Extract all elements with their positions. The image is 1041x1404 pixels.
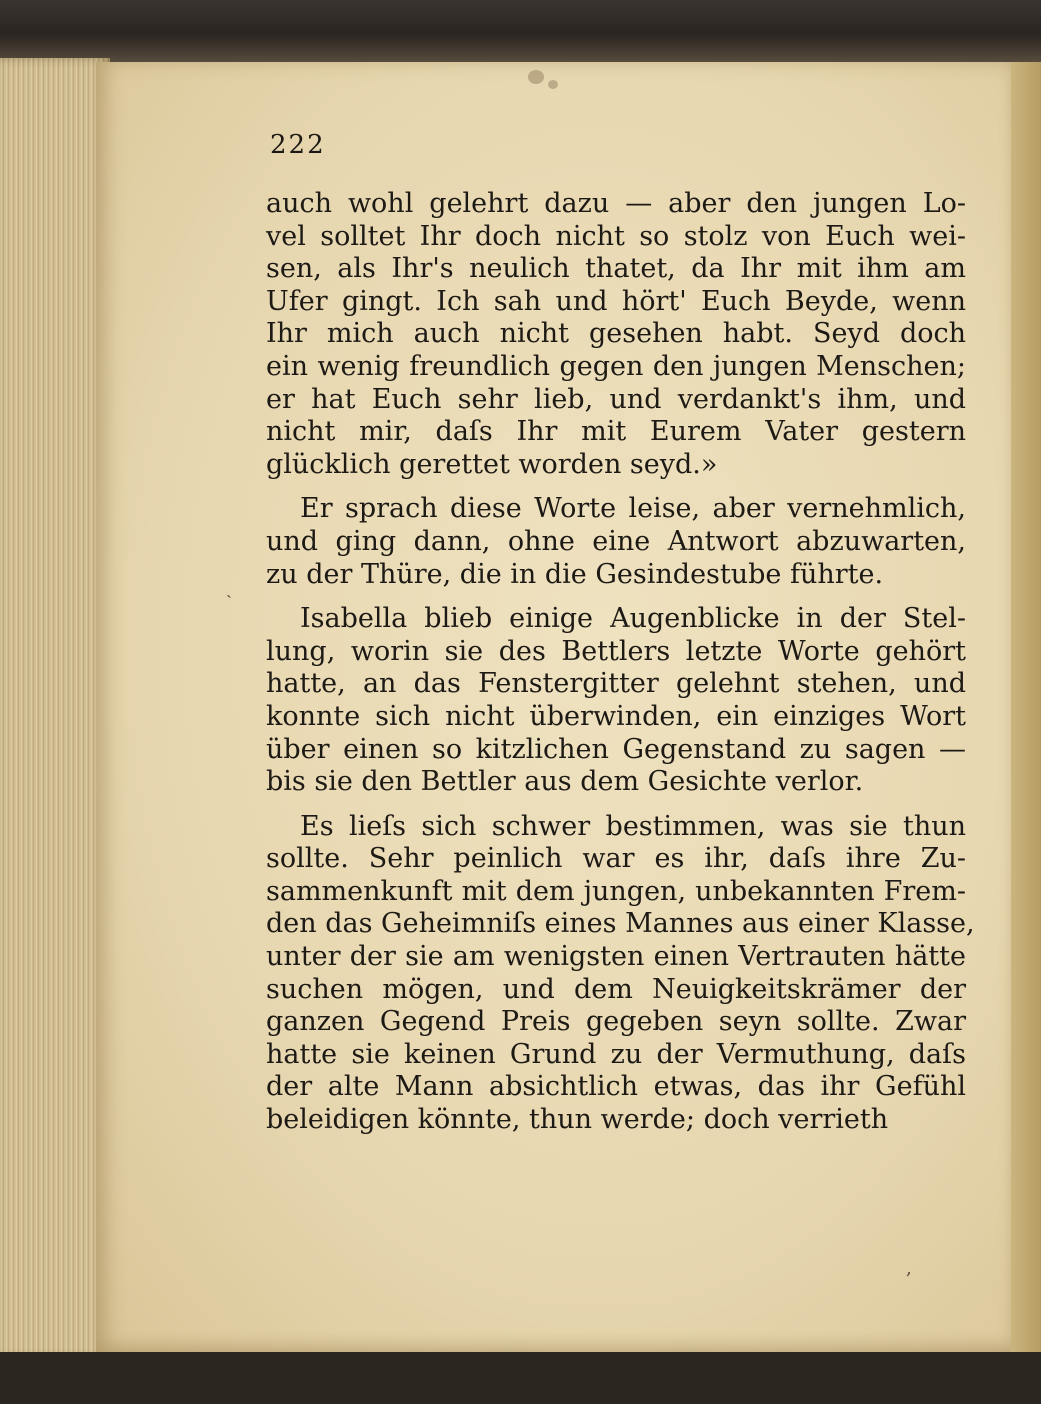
paragraph	[266, 603, 966, 799]
text-line: Ihr mich auch nicht gesehen habt. Seyd doch	[266, 318, 966, 350]
text-line: den das Geheimniſs eines Mannes aus einer Klasse,	[266, 908, 975, 940]
paragraph	[266, 493, 966, 591]
text-line: glücklich gerettet worden seyd.»	[266, 448, 718, 480]
text-line: sen, als Ihr's neulich thatet, da Ihr mit ihm am	[266, 253, 966, 285]
text-line: Ufer gingt. Ich sah und hört' Euch Beyde, wenn	[266, 285, 966, 317]
book-spine-top	[0, 0, 1041, 62]
text-line: er hat Euch sehr lieb, und verdankt's ihm, und	[266, 383, 966, 415]
page-edges-left	[0, 58, 110, 1358]
text-line: sollte. Sehr peinlich war es ihr, daſs ihre Zu-	[266, 843, 966, 875]
text-line: auch wohl gelehrt dazu — aber den jungen Lo-	[266, 188, 966, 219]
text-line: ganzen Gegend Preis gegeben seyn sollte. Zwar	[266, 1006, 966, 1038]
text-line: ein wenig freundlich gegen den jungen Menschen;	[266, 350, 966, 382]
page-number: 222	[270, 130, 326, 160]
text-line: zu der Thüre, die in die Gesindestube führte.	[266, 558, 884, 590]
text-line: sammenkunft mit dem jungen, unbekannten Frem-	[266, 875, 966, 907]
text-line: Isabella blieb einige Augenblicke in der Stel-	[300, 603, 966, 635]
paragraph-gap	[266, 481, 966, 493]
text-line: lung, worin sie des Bettlers letzte Worte gehört	[266, 635, 966, 667]
text-line: hatte, an das Fenstergitter gelehnt stehen, und	[266, 668, 966, 700]
paragraph	[266, 188, 966, 481]
text-line: bis sie den Bettler aus dem Gesichte verlor.	[266, 766, 864, 798]
text-line: nicht mir, daſs Ihr mit Eurem Vater gestern	[266, 416, 966, 448]
margin-mark: ,	[906, 1258, 912, 1279]
text-line: hatte sie keinen Grund zu der Vermuthung, daſs	[266, 1038, 966, 1070]
text-line: unter der sie am wenigsten einen Vertrauten hätte	[266, 941, 966, 973]
paragraph-gap	[266, 591, 966, 603]
margin-mark: ˎ	[226, 578, 232, 599]
text-line: vel solltet Ihr doch nicht so stolz von Euch wei-	[266, 220, 966, 252]
body-text	[266, 188, 975, 1137]
text-line: suchen mögen, und dem Neuigkeitskrämer der	[266, 973, 966, 1005]
text-line: und ging dann, ohne eine Antwort abzuwarten,	[266, 525, 966, 557]
ink-smudge	[548, 80, 558, 89]
ink-smudge	[528, 70, 544, 84]
paragraph	[266, 810, 975, 1137]
text-line: über einen so kitzlichen Gegenstand zu sagen —	[266, 733, 966, 765]
text-line: der alte Mann absichtlich etwas, das ihr Gefühl	[266, 1071, 966, 1103]
page-edge-right	[1011, 62, 1041, 1352]
text-line: Er sprach diese Worte leise, aber vernehmlich,	[300, 493, 966, 525]
book-bottom-shadow	[0, 1352, 1041, 1404]
paragraph-gap	[266, 799, 966, 811]
text-line: Es lieſs sich schwer bestimmen, was sie thun	[300, 810, 966, 842]
text-line: beleidigen könnte, thun werde; doch verrieth	[266, 1104, 889, 1136]
text-line: konnte sich nicht überwinden, ein einziges Wort	[266, 700, 966, 732]
